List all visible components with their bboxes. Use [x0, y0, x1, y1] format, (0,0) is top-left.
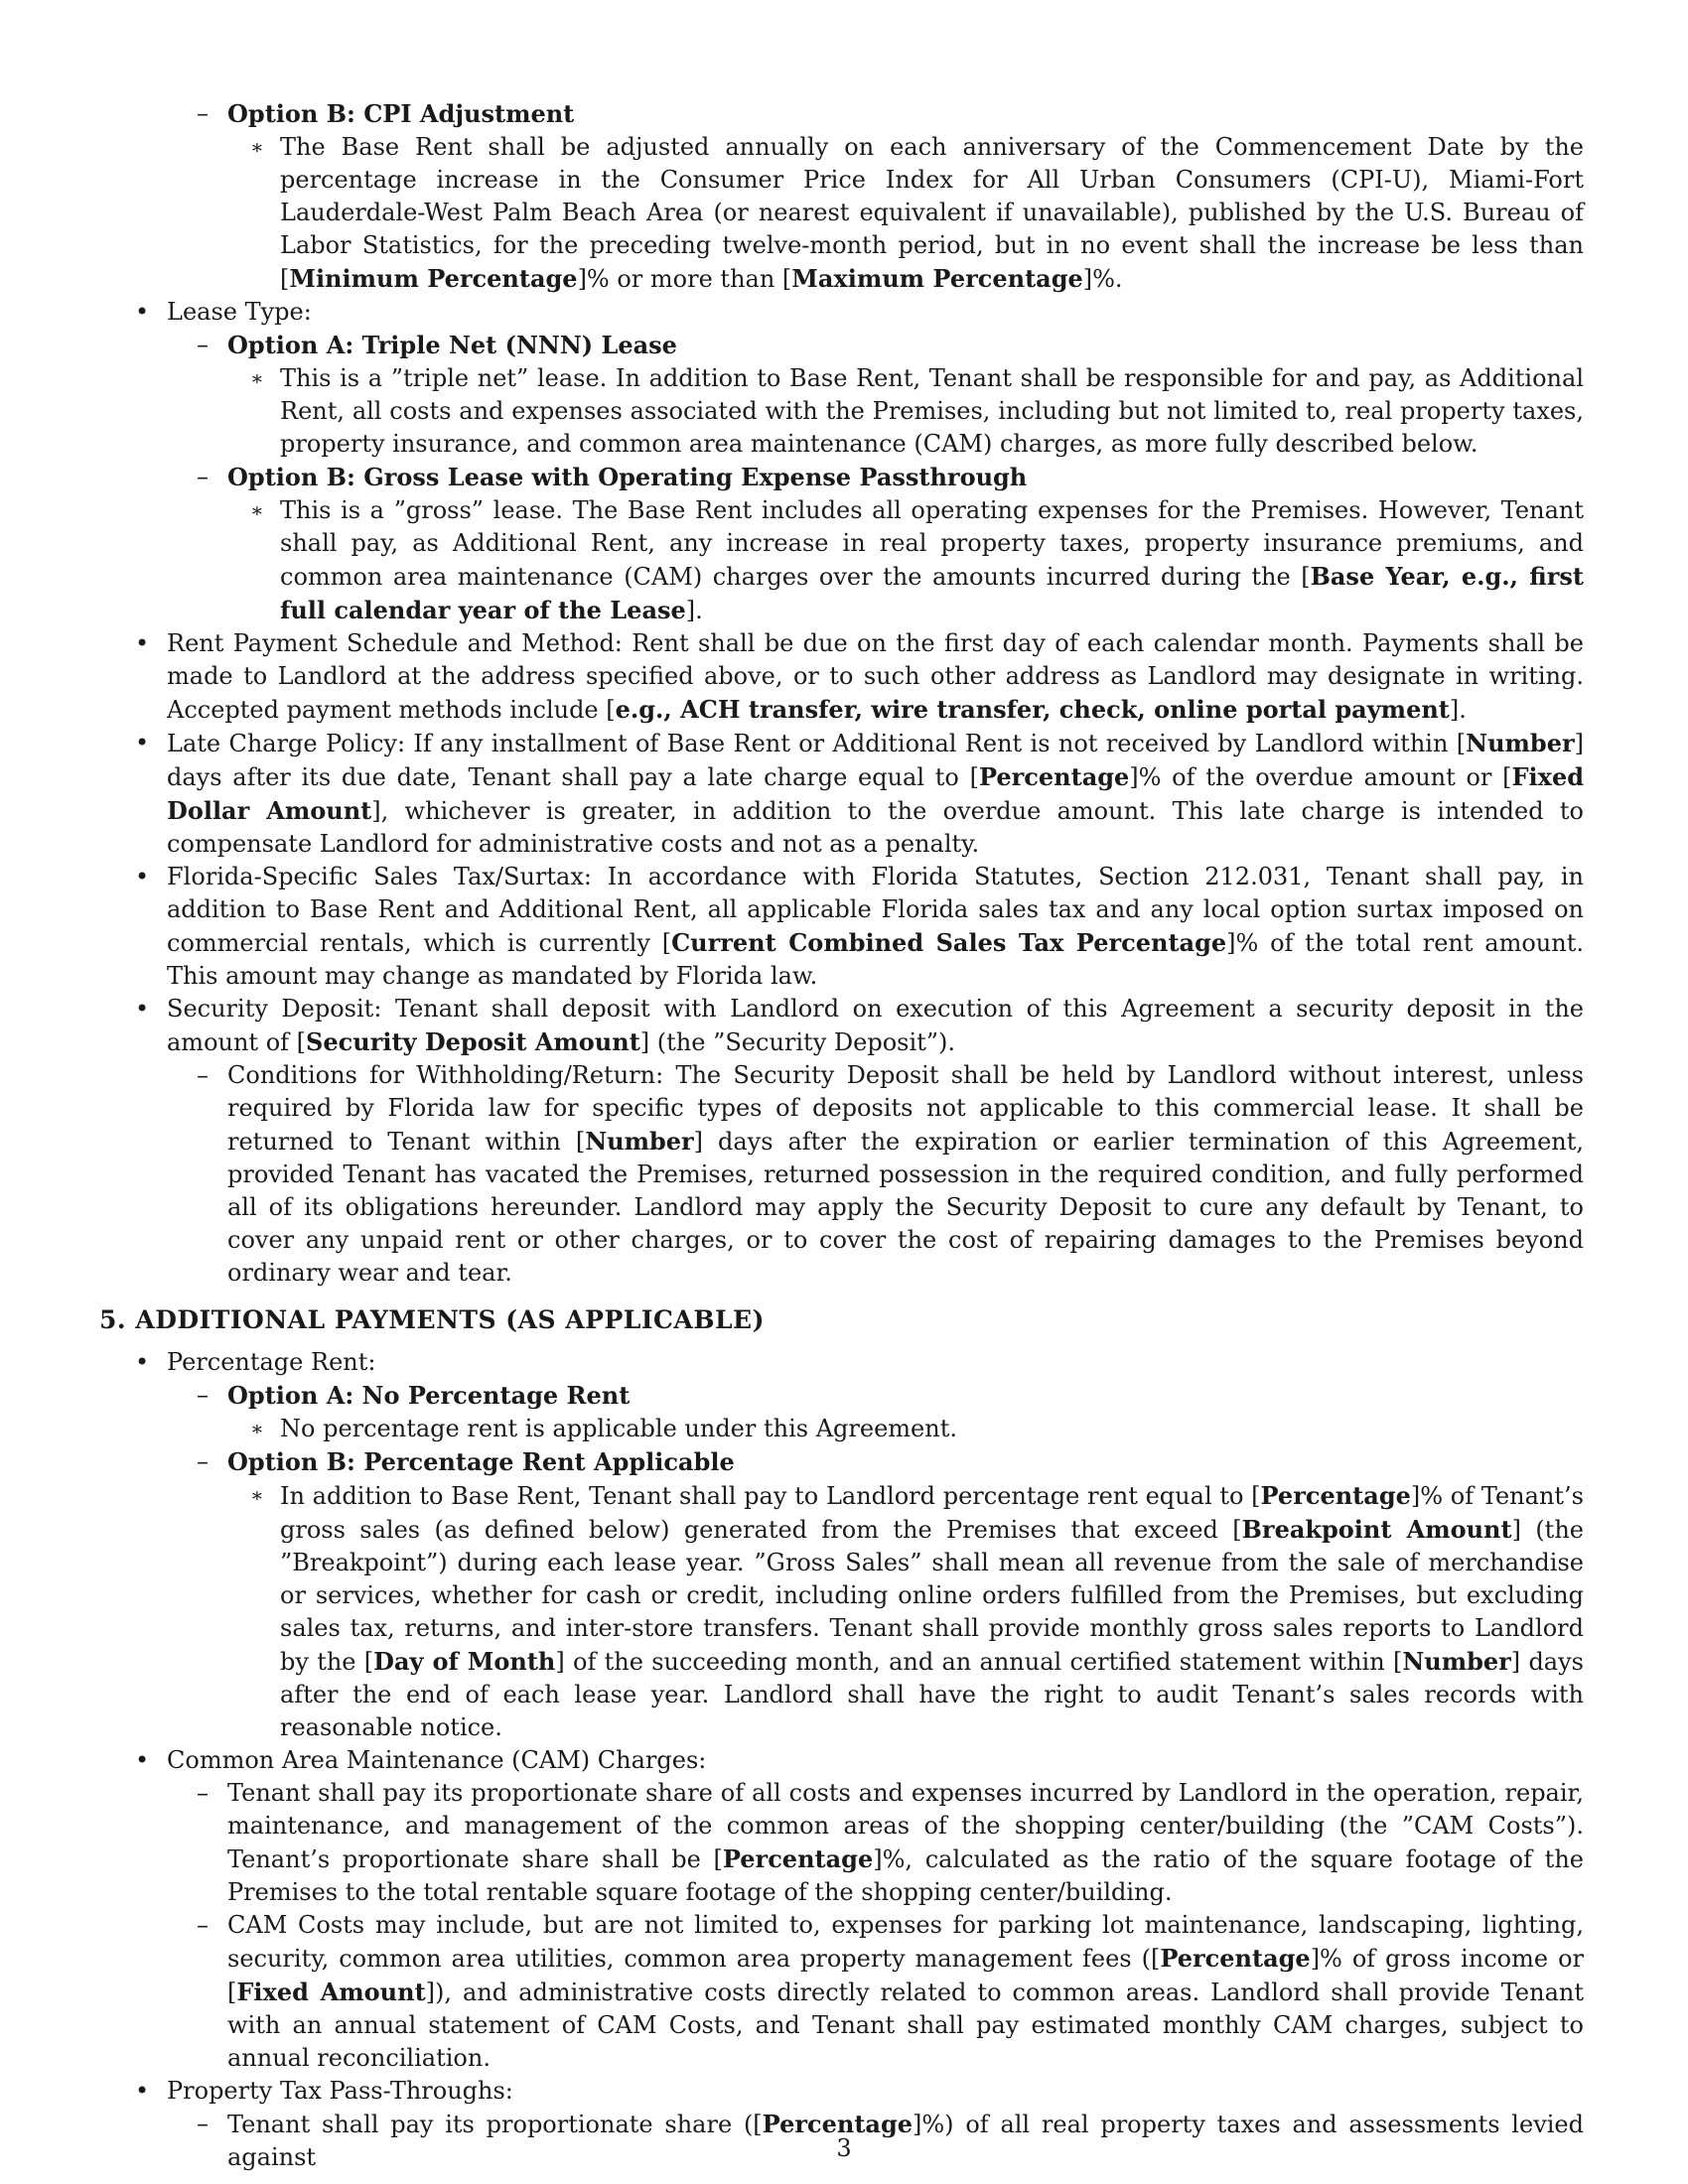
- bullet-marker: •: [135, 298, 150, 326]
- sales-tax-item: • Florida-Specific Sales Tax/Surtax: In accordance with Florida Statutes, Section 212.031, Tenant shall pay, in addition to Base Rent and Additional Rent, all applicable Florida sales tax and any local option surtax imposed on commercial rentals, which is currently [Current Combined Sales Tax Percentage]% of the total rent amount. This amount may change as mandated by Florida law.: [135, 863, 1584, 990]
- page-number: 3: [836, 2134, 852, 2162]
- percentage-rent-item: • Percentage Rent:: [99, 1346, 1584, 1379]
- bullet-marker: •: [135, 629, 150, 657]
- nnn-option-heading: – Option A: Triple Net (NNN) Lease: [197, 331, 677, 359]
- bullet-marker: •: [135, 2077, 150, 2105]
- property-tax-text: – Tenant shall pay its proportionate share ([Percentage]%) of all real property taxes and assessments levied against: [197, 2110, 1584, 2171]
- gross-option-heading: – Option B: Gross Lease with Operating Expense Passthrough: [197, 463, 1028, 491]
- dash-marker: –: [197, 1381, 209, 1409]
- deposit-conditions-item: – Conditions for Withholding/Return: The Security Deposit shall be held by Landlord without interest, unless required by Florida law for specific types of deposits not applicable to this commercial lease. It shall be returned to Tenant within [Number] days after the expiration or earlier termination of this Agreement, provided Tenant has vacated the Premises, returned possession in the required condition, and fully performed all of its obligations hereunder. Landlord may apply the Security Deposit to cure any default by Tenant, to cover any unpaid rent or other charges, or to cover the cost of repairing damages to the Premises beyond ordinary wear and tear.: [197, 1061, 1585, 1287]
- nnn-option-text: ∗ This is a ”triple net” lease. In addition to Base Rent, Tenant shall be responsible for and pay, as Additional Rent, all costs and expenses associated with the Premises, including but not limited to, real property taxes, property insurance, and common area maintenance (CAM) charges, as more fully described below.: [250, 364, 1584, 458]
- bullet-marker: •: [135, 995, 150, 1023]
- dash-marker: –: [197, 463, 209, 490]
- no-percentage-rent-text: ∗ No percentage rent is applicable under this Agreement.: [99, 1413, 1584, 1445]
- property-tax-item: • Property Tax Pass-Throughs:: [99, 2075, 1584, 2108]
- late-charge-item: • Late Charge Policy: If any installment of Base Rent or Additional Rent is not received by Landlord within [Number] days after its due date, Tenant shall pay a late charge equal to [Percentage]% of the overdue amount or [Fixed Dollar Amount], whichever is greater, in addition to the overdue amount. This late charge is intended to compensate Landlord for administrative costs and not as a penalty.: [135, 729, 1584, 858]
- security-deposit-item: • Security Deposit: Tenant shall deposit with Landlord on execution of this Agreement a security deposit in the amount of [Security Deposit Amount] (the ”Security Deposit”).: [135, 995, 1584, 1056]
- star-marker: ∗: [250, 1417, 264, 1440]
- dash-marker: –: [197, 2110, 209, 2137]
- cam-costs-text: – CAM Costs may include, but are not limited to, expenses for parking lot maintenance, landscaping, lighting, security, common area utilities, common area property management fees ([Percentage]% of gross income or [Fixed Amount]), and administrative costs directly related to common areas. Landlord shall provide Tenant with an annual statement of CAM Costs, and Tenant shall pay estimated monthly CAM charges, subject to annual reconciliation.: [197, 1911, 1585, 2072]
- percentage-rent-applicable-heading: – Option B: Percentage Rent Applicable: [197, 1447, 735, 1476]
- cpi-option-text: ∗ The Base Rent shall be adjusted annually on each anniversary of the Commencement Date by the percentage increase in the Consumer Price Index for All Urban Consumers (CPI-U), Miami-Fort Lauderdale-West Palm Beach Area (or nearest equivalent if unavailable), published by the U.S. Bureau of Labor Statistics, for the preceding twelve-month period, but in no event shall the increase be less than [Minimum Percentage]% or more than [Maximum Percentage]%.: [250, 133, 1584, 293]
- dash-marker: –: [197, 1061, 209, 1089]
- bullet-marker: •: [135, 1746, 150, 1774]
- bullet-marker: •: [135, 1348, 150, 1376]
- cpi-option-heading: – Option B: CPI Adjustment: [197, 99, 575, 128]
- lease-type-item: • Lease Type:: [99, 296, 1584, 329]
- dash-marker: –: [197, 1911, 209, 1939]
- bullet-marker: •: [135, 729, 150, 756]
- percentage-rent-applicable-text: ∗ In addition to Base Rent, Tenant shall pay to Landlord percentage rent equal to [Percentage]% of Tenant’s gross sales (as defined below) generated from the Premises that exceed [Breakpoint Amount] (the ”Breakpoint”) during each lease year. ”Gross Sales” shall mean all revenue from the sale of merchandise or services, whether for cash or credit, including online orders fulfilled from the Premises, but excluding sales tax, returns, and inter-store transfers. Tenant shall provide monthly gross sales reports to Landlord by the [Day of Month] of the succeeding month, and an annual certified statement within [Number] days after the end of each lease year. Landlord shall have the right to audit Tenant’s sales records with reasonable notice.: [250, 1481, 1584, 1741]
- cam-charges-item: • Common Area Maintenance (CAM) Charges:: [99, 1744, 1584, 1777]
- bullet-marker: •: [135, 863, 150, 890]
- dash-marker: –: [197, 331, 209, 358]
- dash-marker: –: [197, 1447, 209, 1475]
- section-5-heading: 5. ADDITIONAL PAYMENTS (AS APPLICABLE): [99, 1305, 765, 1334]
- star-marker: ∗: [250, 498, 264, 522]
- star-marker: ∗: [250, 1483, 264, 1507]
- star-marker: ∗: [250, 366, 264, 390]
- no-percentage-rent-heading: – Option A: No Percentage Rent: [197, 1381, 631, 1410]
- rent-payment-item: • Rent Payment Schedule and Method: Rent shall be due on the first day of each calendar month. Payments shall be made to Landlord at the address specified above, or to such other address as Landlord may designate in writing. Accepted payment methods include [e.g., ACH transfer, wire transfer, check, online portal payment].: [135, 629, 1584, 724]
- star-marker: ∗: [250, 135, 264, 159]
- gross-option-text: ∗ This is a ”gross” lease. The Base Rent includes all operating expenses for the Premises. However, Tenant shall pay, as Additional Rent, any increase in real property taxes, property insurance premiums, and common area maintenance (CAM) charges over the amounts incurred during the [Base Year, e.g., first full calendar year of the Lease].: [250, 496, 1584, 624]
- document-page: [99, 97, 1584, 2174]
- dash-marker: –: [197, 1779, 209, 1807]
- cam-share-text: – Tenant shall pay its proportionate share of all costs and expenses incurred by Landlord in the operation, repair, maintenance, and management of the common areas of the shopping center/building (the ”CAM Costs”). Tenant’s proportionate share shall be [Percentage]%, calculated as the ratio of the square footage of the Premises to the total rentable square footage of the shopping center/building.: [197, 1779, 1584, 1906]
- dash-marker: –: [197, 99, 209, 127]
